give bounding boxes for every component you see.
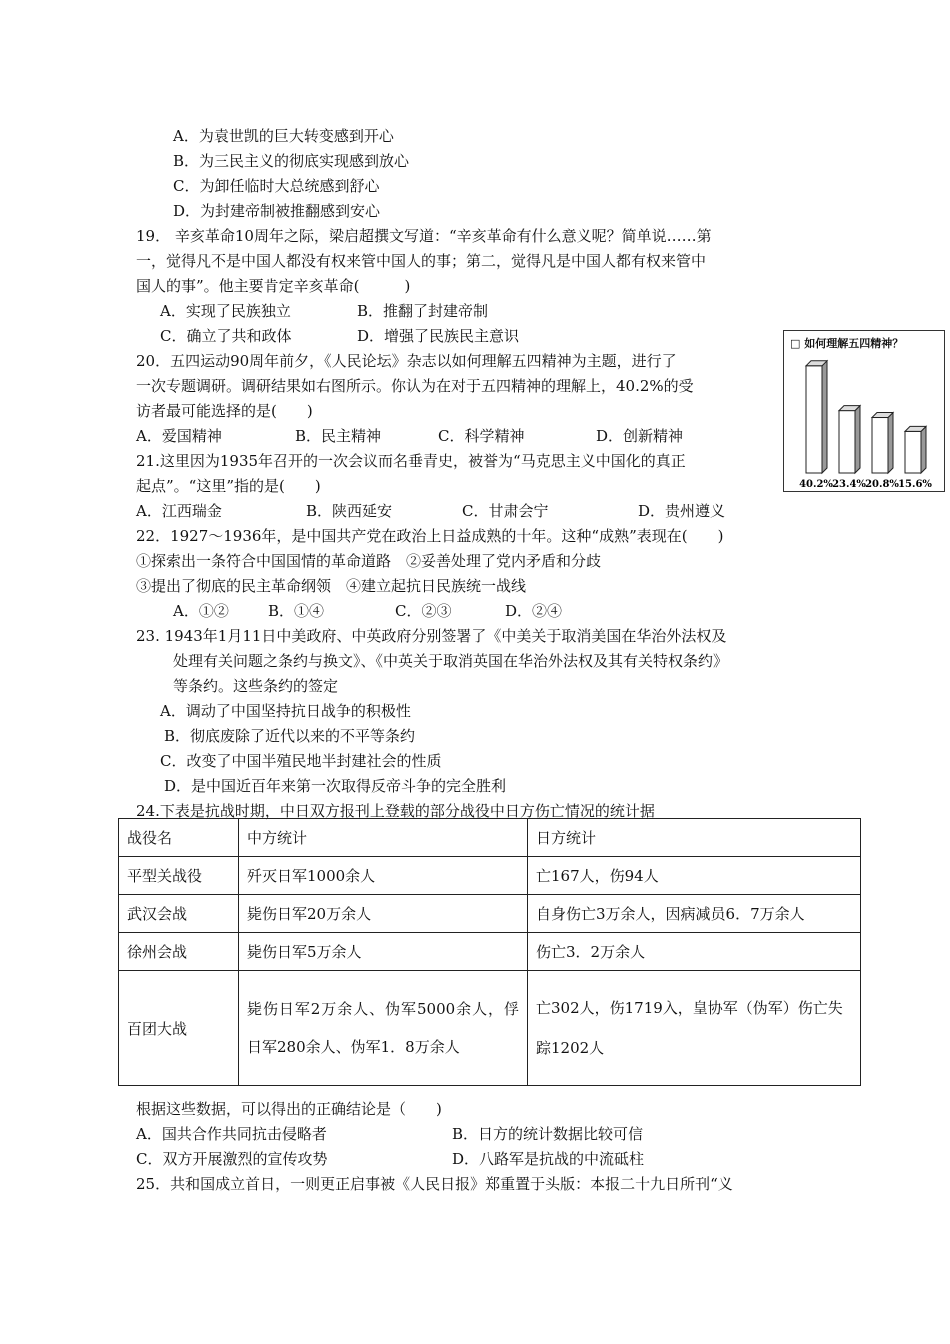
q22-stem-line-1: 22．1927～1936年，是中国共产党在政治上日益成熟的十年。这种“成熟”表现在( )	[136, 527, 724, 545]
q20-stem-line-1: 20．五四运动90周年前夕，《人民论坛》杂志以如何理解五四精神为主题，进行了	[136, 352, 677, 370]
table-cell: 百团大战	[119, 971, 239, 1086]
q21-option-a: A．江西瑞金	[136, 502, 222, 520]
table-cell: 亡167人，伤94人	[528, 857, 861, 895]
q21-option-d: D．贵州遵义	[638, 502, 726, 520]
table-row	[119, 933, 861, 971]
chart-bar	[806, 361, 827, 473]
q24-option-c: C．双方开展激烈的宣传攻势	[136, 1150, 328, 1168]
table-row	[119, 857, 861, 895]
table-header-cell: 战役名	[119, 819, 239, 857]
q23-stem-line-2: 处理有关问题之条约与换文》、《中英关于取消英国在华治外法权及其有关特权条约》	[173, 652, 729, 670]
chart-bar	[839, 406, 860, 473]
q25-stem-line-1: 25．共和国成立首日，一则更正启事被《人民日报》郑重置于头版：本报二十九日所刊“义	[136, 1175, 733, 1193]
q20-stem-line-2: 一次专题调研。调研结果如右图所示。你认为在对于五四精神的理解上，40.2%的受	[136, 377, 694, 395]
q24-option-b: B．日方的统计数据比较可信	[452, 1125, 644, 1143]
q21-stem-line-1: 21.这里因为1935年召开的一次会议而名垂青史，被誉为“马克思主义中国化的真正	[136, 452, 686, 470]
q19-option-d: D．增强了民族民主意识	[357, 327, 520, 345]
q24-option-a: A．国共合作共同抗击侵略者	[136, 1125, 327, 1143]
table-cell: 毙伤日军20万余人	[239, 895, 528, 933]
q20-stem-line-3: 访者最可能选择的是( )	[136, 402, 313, 420]
q18-option-d: D．为封建帝制被推翻感到安心	[173, 202, 381, 220]
q23-option-d: D．是中国近百年来第一次取得反帝斗争的完全胜利	[164, 777, 507, 795]
q19-stem-line-2: 一，觉得凡不是中国人都没有权来管中国人的事；第二，觉得凡是中国人都有权来管中	[136, 252, 707, 270]
q22-option-d: D．②④	[505, 602, 563, 620]
table-header-cell: 日方统计	[528, 819, 861, 857]
q22-stem-line-3: ③提出了彻底的民主革命纲领 ④建立起抗日民族统一战线	[136, 577, 527, 595]
q21-stem-line-2: 起点”。“这里”指的是( )	[136, 477, 321, 495]
q19-option-a: A．实现了民族独立	[160, 302, 291, 320]
q19-option-b: B．推翻了封建帝制	[357, 302, 489, 320]
q18-option-b: B．为三民主义的彻底实现感到放心	[173, 152, 410, 170]
q19-stem-line-1: 19． 辛亥革命10周年之际，梁启超撰文写道：“辛亥革命有什么意义呢？简单说……第	[136, 227, 712, 245]
chart-svg	[784, 331, 944, 491]
q22-option-c: C．②③	[395, 602, 452, 620]
q24-option-d: D．八路军是抗战的中流砥柱	[452, 1150, 645, 1168]
q22-stem-line-2: ①探索出一条符合中国国情的革命道路 ②妥善处理了党内矛盾和分歧	[136, 552, 602, 570]
chart-title: □ 如何理解五四精神？	[790, 337, 904, 350]
q23-option-c: C．改变了中国半殖民地半封建社会的性质	[160, 752, 442, 770]
q18-option-a: A．为袁世凯的巨大转变感到开心	[173, 127, 394, 145]
understanding-chart	[783, 330, 945, 492]
q22-option-a: A．①②	[173, 602, 229, 620]
table-cell: 武汉会战	[119, 895, 239, 933]
q20-option-c: C．科学精神	[438, 427, 525, 445]
casualty-table	[118, 818, 861, 1086]
table-cell: 徐州会战	[119, 933, 239, 971]
q21-option-c: C．甘肃会宁	[462, 502, 549, 520]
q22-option-b: B．①④	[268, 602, 325, 620]
q23-option-a: A．调动了中国坚持抗日战争的积极性	[160, 702, 411, 720]
chart-bar	[905, 426, 926, 473]
table-cell: 自身伤亡3万余人，因病减员6．7万余人	[528, 895, 861, 933]
q19-stem-line-3: 国人的事”。他主要肯定辛亥革命( )	[136, 277, 411, 295]
chart-data-label: 23.4%	[832, 479, 866, 490]
q23-option-b: B．彻底废除了近代以来的不平等条约	[164, 727, 416, 745]
table-row	[119, 971, 861, 1086]
q19-option-c: C．确立了共和政体	[160, 327, 292, 345]
q24-question: 根据这些数据，可以得出的正确结论是（ )	[136, 1100, 442, 1118]
table-cell: 伤亡3．2万余人	[528, 933, 861, 971]
table-cell: 歼灭日军1000余人	[239, 857, 528, 895]
q20-option-d: D．创新精神	[596, 427, 684, 445]
table-cell: 毙伤日军2万余人、伪军5000余人，俘日军280余人、伪军1．8万余人	[239, 971, 528, 1086]
table-header-row	[119, 819, 861, 857]
table-cell: 毙伤日军5万余人	[239, 933, 528, 971]
q21-option-b: B．陕西延安	[306, 502, 393, 520]
table-header-cell: 中方统计	[239, 819, 528, 857]
q20-option-a: A．爱国精神	[136, 427, 222, 445]
chart-bar	[872, 413, 893, 473]
q23-stem-line-1: 23. 1943年1月11日中美政府、中英政府分别签署了《中美关于取消美国在华治外法权及	[136, 627, 727, 645]
q24-intro: 24.下表是抗战时期，中日双方报刊上登载的部分战役中日方伤亡情况的统计据	[136, 802, 655, 820]
q23-stem-line-3: 等条约。这些条约的签定	[173, 677, 339, 695]
q20-option-b: B．民主精神	[295, 427, 382, 445]
table-cell: 平型关战役	[119, 857, 239, 895]
table-row	[119, 895, 861, 933]
table-cell: 亡302人，伤1719入，皇协军（伪军）伤亡失踪1202人	[528, 971, 861, 1086]
chart-data-label: 15.6%	[898, 479, 932, 490]
chart-data-label: 40.2%	[799, 479, 833, 490]
q18-option-c: C．为卸任临时大总统感到舒心	[173, 177, 380, 195]
chart-data-label: 20.8%	[865, 479, 899, 490]
